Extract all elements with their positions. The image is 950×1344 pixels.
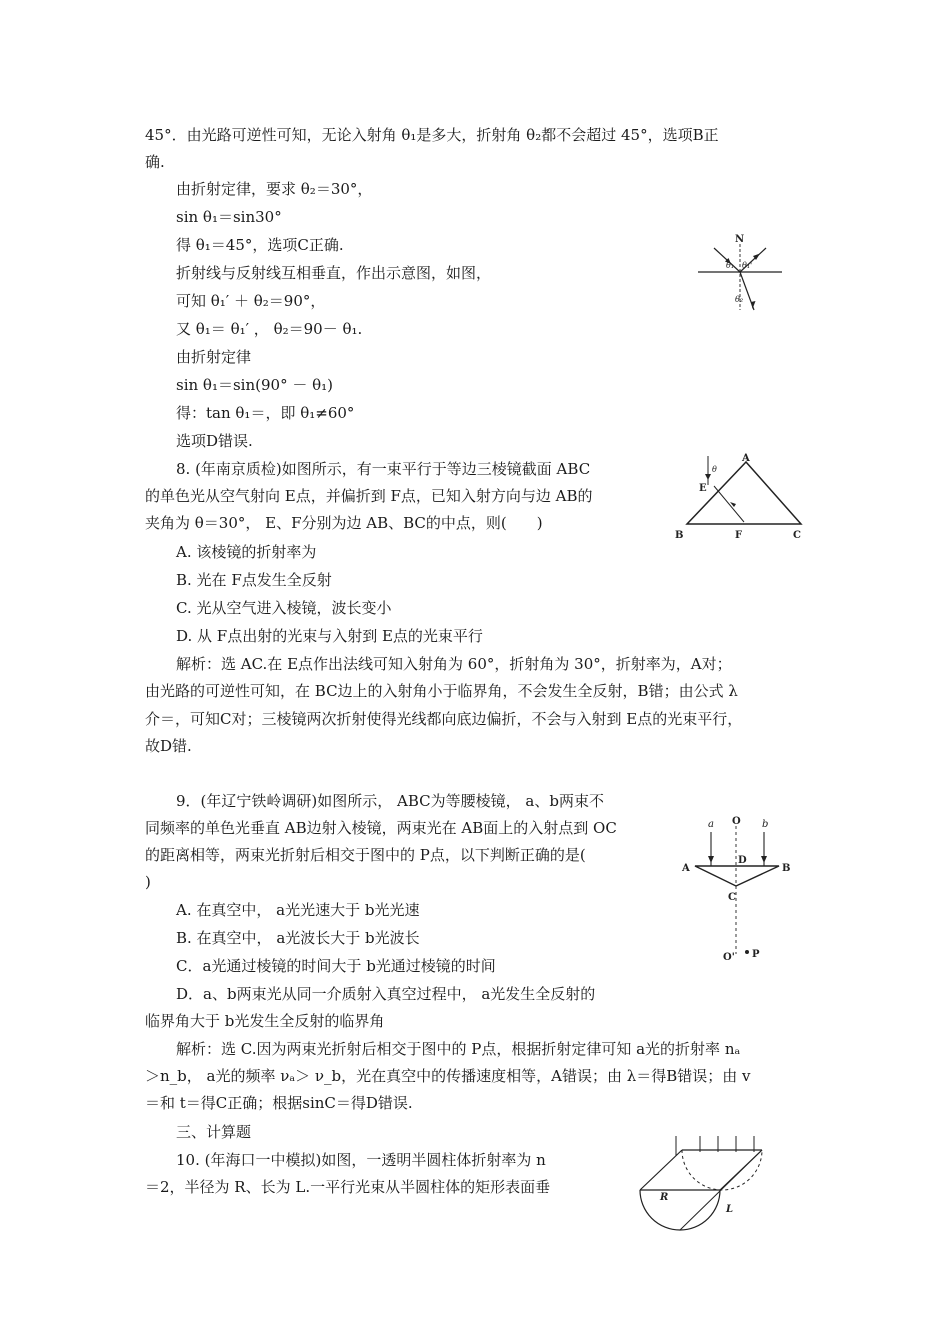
- label-b: b: [762, 819, 769, 830]
- text-line-36: 三、计算题: [176, 1123, 252, 1141]
- half-cylinder-diagram: [630, 1130, 780, 1240]
- isosceles-prism-diagram: [676, 812, 806, 962]
- text-line-13: 8. (年南京质检)如图所示，有一束平行于等边三棱镜截面 ABC: [176, 460, 591, 478]
- label-N: N: [735, 234, 745, 245]
- text-line-5: 得 θ₁＝45°，选项C正确.: [176, 236, 344, 254]
- label-theta1: θ₁: [726, 261, 735, 270]
- text-line-23: 故D错.: [145, 737, 192, 755]
- text-line-38: ＝2，半径为 R、长为 L.一平行光束从半圆柱体的矩形表面垂: [145, 1178, 551, 1196]
- label-A: A: [742, 453, 750, 464]
- text-line-3: 由折射定律，要求 θ₂＝30°，: [176, 180, 373, 198]
- text-line-17: B. 光在 F点发生全反射: [176, 571, 332, 589]
- text-line-12: 选项D错误.: [176, 432, 253, 450]
- text-line-8: 又 θ₁＝ θ₁′ ， θ₂＝90－ θ₁.: [176, 320, 363, 338]
- text-line-19: D. 从 F点出射的光束与入射到 E点的光束平行: [176, 627, 483, 645]
- label-P: P: [752, 949, 760, 960]
- beam-a-arrow-icon: [708, 856, 714, 863]
- label-F: F: [735, 530, 743, 541]
- text-line-11: 得：tan θ₁＝，即 θ₁≠60°: [176, 404, 355, 422]
- label-theta: θ: [712, 465, 717, 474]
- text-line-25: 同频率的单色光垂直 AB边射入棱镜，两束光在 AB面上的入射点到 OC: [145, 819, 617, 837]
- text-line-21: 由光路的可逆性可知，在 BC边上的入射角小于临界角，不会发生全反射，B错；由公式 λ: [145, 682, 738, 700]
- text-line-7: 可知 θ₁′ ＋ θ₂＝90°，: [176, 292, 326, 310]
- front-semicircle: [640, 1190, 720, 1230]
- beam-b-arrow-icon: [761, 856, 767, 863]
- equilateral-prism-diagram: [672, 452, 810, 546]
- text-line-14: 的单色光从空气射向 E点，并偏折到 F点，已知入射方向与边 AB的: [145, 487, 593, 505]
- text-line-29: B. 在真空中， a光波长大于 b光波长: [176, 929, 420, 947]
- incident-arrow-icon: [705, 474, 711, 480]
- text-line-15: 夹角为 θ＝30°， E、F分别为边 AB、BC的中点，则( ): [145, 514, 543, 532]
- label-O: O: [732, 816, 741, 827]
- label-C: C: [793, 530, 801, 541]
- label-B: B: [782, 863, 791, 874]
- label-theta2: θ₂: [735, 295, 744, 304]
- text-line-10: sin θ₁＝sin(90° － θ₁): [176, 376, 333, 394]
- label-O-prime: O': [723, 952, 735, 962]
- text-line-31: D．a、b两束光从同一介质射入真空过程中， a光发生全反射的: [176, 985, 596, 1003]
- back-semicircle: [682, 1150, 762, 1190]
- text-line-1: 45°．由光路可逆性可知，无论入射角 θ₁是多大，折射角 θ₂都不会超过 45°，选项B正: [145, 126, 719, 144]
- text-line-35: ＝和 t＝得C正确；根据sinC＝得D错误.: [145, 1094, 413, 1112]
- label-a: a: [708, 819, 714, 830]
- text-line-34: ＞n_b， a光的频率 νₐ＞ ν_b，光在真空中的传播速度相等，A错误；由 λ＝得B错误；由 v: [145, 1067, 751, 1085]
- text-line-20: 解析：选 AC.在 E点作出法线可知入射角为 60°，折射角为 30°，折射率为，A对；: [176, 655, 732, 673]
- text-line-30: C．a光通过棱镜的时间大于 b光通过棱镜的时间: [176, 957, 496, 975]
- label-L: L: [726, 1204, 734, 1215]
- label-E: E: [699, 483, 707, 494]
- reflection-refraction-diagram: [690, 228, 790, 320]
- text-line-9: 由折射定律: [176, 348, 252, 366]
- text-line-32: 临界角大于 b光发生全反射的临界角: [145, 1012, 385, 1030]
- label-D: D: [738, 855, 747, 866]
- prism-triangle: [695, 866, 779, 886]
- label-C: C: [728, 892, 736, 903]
- text-line-4: sin θ₁＝sin30°: [176, 208, 282, 226]
- label-A: A: [682, 863, 690, 874]
- text-line-24: 9．(年辽宁铁岭调研)如图所示， ABC为等腰棱镜， a、b两束不: [176, 792, 604, 810]
- text-line-2: 确.: [145, 153, 165, 171]
- text-line-6: 折射线与反射线互相垂直，作出示意图，如图，: [176, 264, 492, 282]
- label-R: R: [660, 1192, 669, 1203]
- text-line-37: 10. (年海口一中模拟)如图，一透明半圆柱体折射率为 n: [176, 1151, 546, 1169]
- text-line-22: 介＝，可知C对；三棱镜两次折射使得光线都向底边偏折，不会与入射到 E点的光束平行，: [145, 710, 743, 728]
- text-line-33: 解析：选 C.因为两束光折射后相交于图中的 P点，根据折射定律可知 a光的折射率 nₐ: [176, 1040, 741, 1058]
- text-line-16: A. 该棱镜的折射率为: [176, 543, 317, 561]
- label-theta1-prime: θ₁': [742, 261, 753, 270]
- text-line-26: 的距离相等，两束光折射后相交于图中的 P点，以下判断正确的是(: [145, 846, 586, 864]
- text-line-28: A. 在真空中， a光光速大于 b光光速: [176, 901, 420, 919]
- refracted-ray: [714, 486, 744, 522]
- text-line-18: C. 光从空气进入棱镜，波长变小: [176, 599, 392, 617]
- text-line-27: ): [145, 873, 151, 891]
- point-P: [745, 950, 749, 954]
- label-B: B: [675, 530, 684, 541]
